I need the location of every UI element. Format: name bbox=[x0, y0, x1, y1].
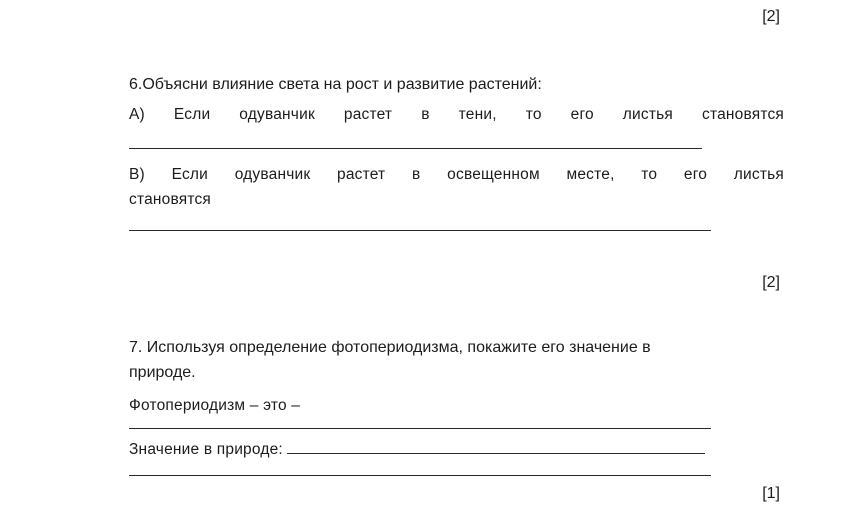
definition-label: Фотопериодизм – это – bbox=[129, 397, 301, 414]
question-7-number: 7. bbox=[129, 339, 143, 356]
question-6-title bbox=[129, 76, 785, 94]
question-7-title-line2: природе. bbox=[129, 364, 196, 381]
question-6-part-b-line2: становятся bbox=[129, 191, 211, 208]
answer-line-nature[interactable] bbox=[129, 475, 711, 476]
question-7-title-line1 bbox=[129, 339, 789, 357]
score-bottom: [1] bbox=[762, 485, 780, 502]
question-7-text: Используя определение фотопериодизма, покажите его значение в bbox=[146, 339, 651, 356]
nature-label: Значение в природе: bbox=[129, 441, 283, 458]
question-6-text: Объясни влияние света на рост и развитие растений: bbox=[142, 76, 542, 93]
answer-line-6a[interactable] bbox=[129, 148, 702, 149]
question-6-part-a: А) Если одуванчик растет в тени, то его листья становятся bbox=[129, 106, 784, 123]
answer-line-definition[interactable] bbox=[129, 428, 711, 429]
score-middle: [2] bbox=[762, 274, 780, 291]
score-top: [2] bbox=[762, 8, 780, 25]
question-6-number: 6. bbox=[129, 76, 143, 93]
answer-line-6b[interactable] bbox=[129, 230, 711, 231]
nature-row bbox=[129, 441, 705, 459]
question-6-part-b-line1: В) Если одуванчик растет в освещенном месте, то его листья bbox=[129, 166, 784, 183]
answer-line-nature-inline[interactable] bbox=[287, 453, 705, 454]
